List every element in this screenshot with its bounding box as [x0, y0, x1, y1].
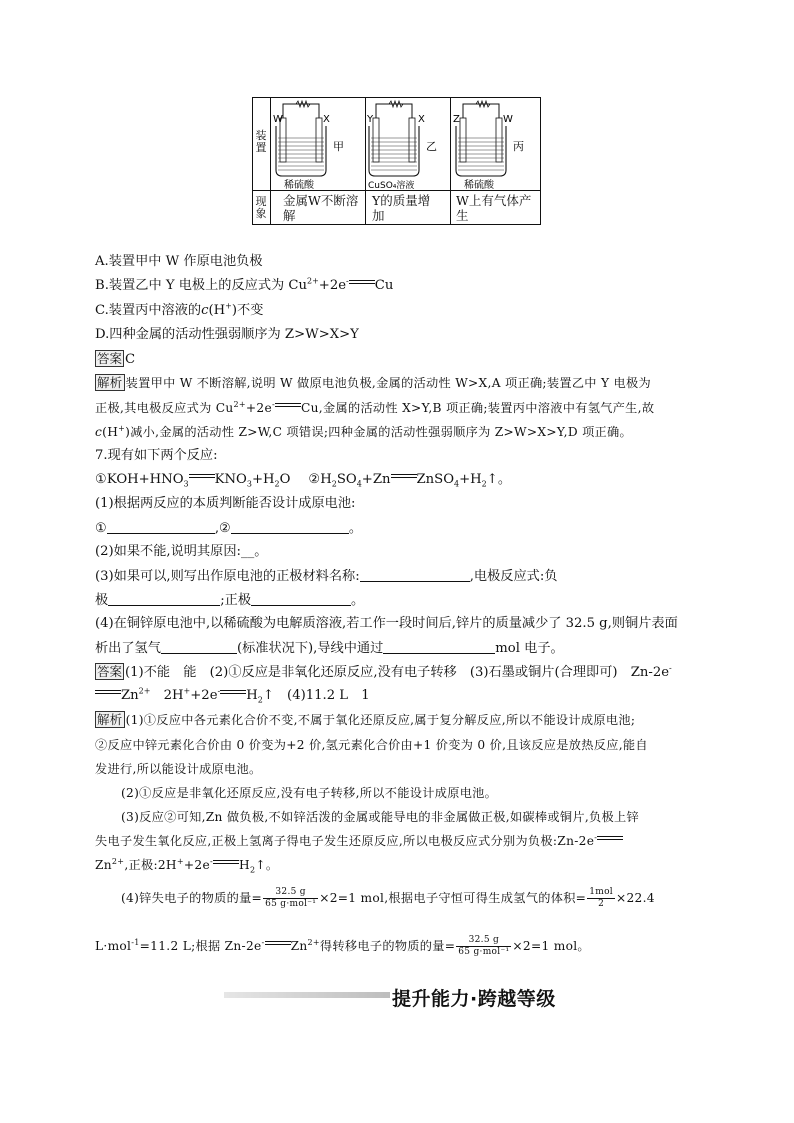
- q7-part4-line-1: (4)在铜锌原电池中,以稀硫酸为电解质溶液,若工作一段时间后,锌片的质量减少了 32.5 g,则铜片表面: [95, 616, 678, 631]
- text: ×2=1 mol,根据电子守恒可得生成氢气的体积=: [319, 891, 587, 905]
- equals-sign: [275, 402, 301, 410]
- answer-value: C: [125, 352, 136, 367]
- option-a: A.装置甲中 W 作原电池负极: [95, 254, 263, 269]
- text: 失电子发生氧化反应,正极上氢离子得电子发生还原反应,所以电极反应式分别为负极:Zn-2e: [95, 834, 595, 848]
- text: ②H: [308, 472, 332, 487]
- answer-blank[interactable]: __: [241, 544, 255, 559]
- text: +2e: [183, 858, 210, 872]
- option-b: [95, 277, 393, 295]
- superscript: +: [225, 301, 232, 311]
- equals-sign: [597, 835, 623, 843]
- text: =11.2 L;根据 Zn-2e: [139, 939, 262, 953]
- answer-blank[interactable]: [360, 567, 470, 582]
- equals-sign: [391, 473, 417, 481]
- denominator: 2: [598, 899, 605, 909]
- text: C.装置丙中溶液的: [95, 303, 202, 318]
- text: +Zn: [361, 472, 391, 487]
- text: ;正极: [220, 593, 252, 608]
- text: 。: [351, 593, 365, 608]
- equals-sign: [189, 473, 215, 481]
- q7-reactions: [95, 471, 511, 489]
- superscript: 2+: [307, 276, 319, 286]
- text: +H: [459, 472, 482, 487]
- text: mol 电子。: [495, 641, 564, 656]
- row-label-phenomenon: 现象: [255, 195, 267, 220]
- text: )减小,金属的活动性 Z>W,C 项错误;四种金属的活动性强弱顺序为 Z>W>X>Y,D 项正确。: [125, 425, 633, 439]
- text: ×22.4: [615, 891, 655, 905]
- q7-answer-line-1: [95, 663, 672, 682]
- text: ,正极:2H: [124, 858, 177, 872]
- text: (3)如果可以,则写出作原电池的正极材料名称:: [95, 569, 360, 584]
- answer-blank[interactable]: [231, 519, 349, 534]
- equals-sign: [217, 686, 246, 697]
- text: 2H: [150, 688, 184, 703]
- text: Zn: [121, 688, 139, 703]
- cell-diagram-yi: [366, 98, 450, 190]
- text: +2e: [318, 278, 347, 293]
- cell-name: 乙: [426, 140, 437, 153]
- equals-sign: [349, 279, 375, 287]
- q7-part1-blanks: [95, 519, 362, 538]
- text: ZnSO: [416, 472, 455, 487]
- electrode-label: X: [323, 114, 330, 125]
- variable: c: [95, 425, 103, 439]
- answer-blank[interactable]: [161, 639, 237, 654]
- answer-tag: 答案: [97, 351, 123, 366]
- phenomenon-line: 解: [283, 208, 296, 223]
- q7-intro: 7.现有如下两个反应:: [95, 448, 218, 463]
- q7-analysis-part3-line-2: [95, 832, 623, 850]
- text: ①KOH+HNO: [95, 472, 184, 487]
- solution-label: 稀硫酸: [284, 180, 314, 190]
- text: Cu,金属的活动性 X>Y,B 项正确;装置丙中溶液中有氢气产生,故: [301, 401, 655, 415]
- analysis-tag: 解析: [97, 375, 123, 390]
- text: (1)①反应中各元素化合价不变,不属于氧化还原反应,属于复分解反应,所以不能设计成原电池;: [125, 713, 636, 727]
- text: H: [239, 858, 250, 872]
- text: ↑ (4)11.2 L 1: [262, 688, 370, 703]
- text: L·mol: [95, 939, 132, 953]
- equals-sign: [95, 689, 121, 697]
- text: +2e: [245, 401, 273, 415]
- electrode-label: X: [418, 114, 425, 125]
- text: (H: [208, 303, 226, 318]
- numerator: 32.5 g: [456, 935, 511, 947]
- text: KNO: [214, 472, 247, 487]
- subscript: 4: [454, 479, 460, 489]
- electrode-label: Z: [453, 114, 460, 125]
- superscript: -1: [131, 937, 140, 947]
- answer-blank[interactable]: [251, 591, 351, 606]
- q7-part1: (1)根据两反应的本质判断能否设计成原电池:: [95, 496, 356, 511]
- superscript: 2+: [138, 686, 151, 696]
- analysis-tag: 解析: [97, 712, 123, 727]
- electrode-label: W: [503, 114, 513, 125]
- phenomenon-yi: [372, 193, 430, 223]
- text: +2e: [190, 688, 218, 703]
- text: Zn: [290, 939, 308, 953]
- text: Zn: [95, 858, 112, 872]
- q6-analysis-line-3: [95, 423, 632, 441]
- q7-part3-line-1: [95, 567, 557, 586]
- q6-analysis-line-1: [95, 374, 651, 392]
- option-d: D.四种金属的活动性强弱顺序为 Z>W>X>Y: [95, 327, 359, 342]
- numerator: 32.5 g: [263, 887, 318, 899]
- text: (2)如果不能,说明其原因:: [95, 544, 242, 559]
- text: 极: [95, 593, 109, 608]
- text: ,②: [214, 521, 231, 536]
- subscript: 2: [274, 479, 280, 489]
- answer-blank[interactable]: [108, 591, 220, 606]
- fraction: [587, 887, 615, 910]
- cell-diagram-jia: [271, 98, 365, 190]
- solution-label: 稀硫酸: [464, 180, 494, 190]
- q7-analysis-part3-line-3: [95, 856, 278, 874]
- text: 。: [348, 521, 363, 536]
- fraction: [263, 887, 318, 910]
- superscript: -: [272, 399, 276, 409]
- text: Cu: [374, 278, 394, 293]
- text: 。: [254, 544, 268, 559]
- equals-sign: [213, 859, 239, 867]
- q7-part4-line-2: [95, 639, 564, 658]
- subscript: 2: [481, 479, 487, 489]
- superscript: 2+: [111, 856, 125, 866]
- text: ×2=1 mol。: [512, 939, 590, 953]
- subscript: 2: [249, 865, 256, 875]
- section-title-bar: [224, 992, 390, 998]
- text: (标准状况下),导线中通过: [236, 641, 384, 656]
- text: (H: [102, 425, 119, 439]
- text: (1)不能 能 (2)①反应是非氧化还原反应,没有电子转移 (3)石墨或铜片(合理即可) Zn-2e: [125, 665, 670, 680]
- answer-blank[interactable]: [383, 639, 495, 654]
- text: +H: [251, 472, 275, 487]
- q7-analysis-line-3: 发进行,所以能设计成原电池。: [95, 762, 262, 776]
- superscript: 2+: [233, 399, 246, 409]
- text: O: [279, 472, 291, 487]
- phenomenon-jia: [283, 193, 358, 223]
- variable: c: [201, 303, 209, 318]
- text: ↑。: [255, 858, 279, 872]
- superscript: 2+: [307, 937, 320, 947]
- solution-label: CuSO₄溶液: [368, 181, 415, 190]
- text: ,电极反应式:负: [469, 569, 558, 584]
- fraction: [456, 935, 511, 958]
- electrode-label: W: [273, 114, 283, 125]
- q7-part2: [95, 543, 267, 561]
- electrolytic-cell-diagram: [369, 101, 419, 176]
- superscript: -: [209, 856, 213, 866]
- cell-name: 甲: [333, 140, 344, 153]
- answer-tag: 答案: [97, 664, 123, 679]
- text: H: [246, 688, 258, 703]
- text: SO: [336, 472, 357, 487]
- q7-analysis-line-1: [95, 711, 635, 729]
- text: 装置甲中 W 不断溶解,说明 W 做原电池负极,金属的活动性 W>X,A 项正确;装置乙中 Y 电极为: [125, 376, 651, 390]
- subscript: 2: [257, 695, 263, 705]
- row-label-apparatus: 装置: [255, 129, 267, 154]
- phenomenon-line: Y的质量增: [372, 193, 431, 208]
- equals-sign: [265, 940, 291, 948]
- numerator: 1mol: [589, 887, 613, 897]
- text: B.装置乙中 Y 电极上的反应式为 Cu: [95, 278, 307, 293]
- q7-analysis-part2: (2)①反应是非氧化还原反应,没有电子转移,所以不能设计成原电池。: [121, 786, 498, 800]
- subscript: 2: [331, 479, 337, 489]
- electrode-label: Y: [367, 114, 374, 125]
- q6-analysis-line-2: [95, 399, 654, 417]
- text: 析出了氢气: [95, 641, 161, 656]
- phenomenon-line: 金属W不断溶: [283, 193, 359, 208]
- superscript: -: [346, 276, 349, 286]
- subscript: 4: [356, 479, 362, 489]
- text: 正极,其电极反应式为 Cu: [95, 401, 234, 415]
- cell-name: 丙: [513, 140, 524, 153]
- superscript: +: [176, 856, 184, 866]
- subscript: 3: [183, 479, 189, 489]
- electrolytic-cell-diagram: [276, 101, 326, 176]
- section-title: 提升能力·跨越等级: [392, 988, 556, 1010]
- q7-analysis-part3-line-1: (3)反应②可知,Zn 做负极,不如锌活泼的金属或能导电的非金属做正极,如碳棒或铜片,负极上锌: [121, 810, 639, 824]
- phenomenon-line: 生: [456, 208, 469, 223]
- cell-diagram-bing: [451, 98, 541, 190]
- superscript: -: [261, 937, 265, 947]
- phenomenon-line: 加: [372, 208, 385, 223]
- q7-analysis-part4-line-1: [121, 886, 655, 910]
- text: ①: [95, 521, 107, 536]
- phenomenon-line: W上有气体产: [456, 193, 532, 208]
- electrolytic-cell-diagram: [456, 101, 506, 176]
- q6-answer: [95, 350, 135, 369]
- text: 得转移电子的物质的量=: [319, 939, 456, 953]
- q7-answer-line-2: [95, 687, 370, 705]
- q7-analysis-line-2: ②反应中锌元素化合价由 0 价变为+2 价,氢元素化合价由+1 价变为 0 价,且该反应是放热反应,能自: [95, 738, 648, 752]
- superscript: -: [594, 832, 598, 842]
- phenomenon-bing: [456, 193, 531, 223]
- text: )不变: [231, 303, 264, 318]
- option-c: [95, 302, 263, 320]
- text: (4)锌失电子的物质的量=: [121, 891, 263, 905]
- answer-blank[interactable]: [107, 519, 215, 534]
- q7-analysis-part4-line-2: [95, 934, 590, 958]
- superscript: +: [118, 423, 126, 433]
- denominator: 65 g·mol⁻¹: [458, 947, 510, 957]
- text: ↑。: [486, 472, 512, 487]
- superscript: -: [669, 663, 672, 673]
- subscript: 3: [246, 479, 252, 489]
- denominator: 65 g·mol⁻¹: [265, 899, 317, 909]
- q7-part3-line-2: [95, 591, 364, 610]
- superscript: +: [183, 686, 191, 696]
- apparatus-table: [252, 97, 541, 225]
- superscript: -: [217, 686, 221, 696]
- table-row-divider: [253, 190, 540, 191]
